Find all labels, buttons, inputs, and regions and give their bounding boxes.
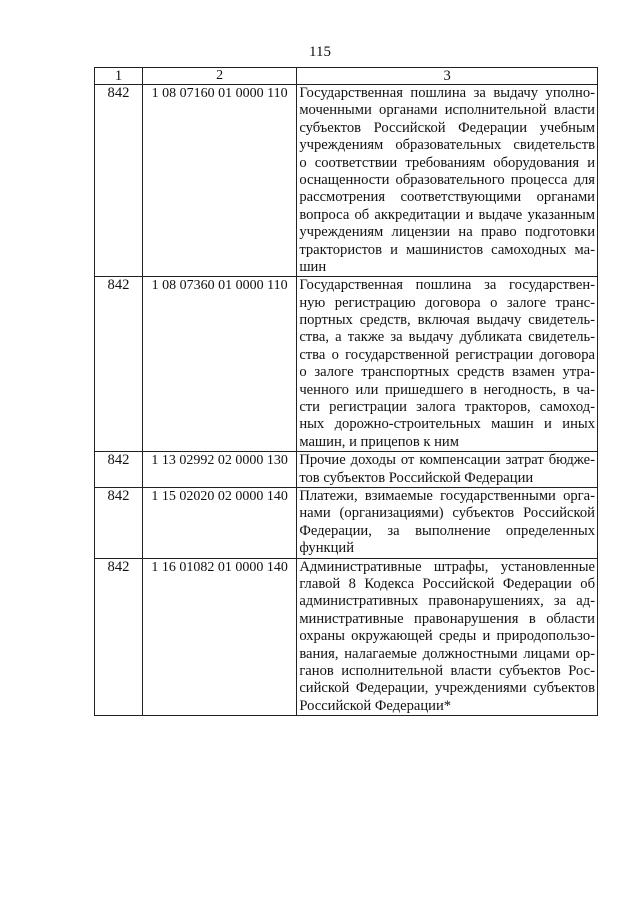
description-line: субъектов Российской Федерации учебным (299, 119, 595, 136)
description-line: портных средств, включая выдачу свидетель- (299, 312, 595, 329)
column-header-1: 1 (95, 68, 143, 85)
description-cell (297, 558, 598, 716)
admin-code-cell: 842 (95, 277, 143, 452)
description-line: учреждениям образовательных свидетельств (299, 137, 595, 154)
admin-code-cell: 842 (95, 558, 143, 716)
description-line: машин, и прицепов к ним (299, 433, 459, 450)
description-line: ных дорожно-строительных машин и иных (299, 416, 595, 433)
description-line: Платежи, взимаемые государственными орга- (299, 487, 595, 504)
description-line: функций (299, 540, 355, 557)
revenue-code-cell: 1 13 02992 02 0000 130 (142, 452, 296, 488)
description-line: трактористов и машинистов самоходных ма- (299, 241, 595, 258)
revenue-code-cell: 1 16 01082 01 0000 140 (142, 558, 296, 716)
table-row (95, 558, 598, 716)
description-line: сти регистрации залога тракторов, самоход- (299, 399, 595, 416)
table-row (95, 85, 598, 277)
description-line: Российской Федерации* (299, 697, 452, 714)
table-header-row (95, 68, 598, 85)
description-line: ства о государственной регистрации договора (299, 346, 595, 363)
admin-code-cell: 842 (95, 452, 143, 488)
description-line: о соответствии требованиям оборудования и (299, 154, 595, 171)
description-cell (297, 277, 598, 452)
description-line: оснащенности образовательного процесса для (299, 171, 595, 188)
description-line: охраны окружающей среды и природопользо- (299, 628, 595, 645)
revenue-code-cell: 1 08 07360 01 0000 110 (142, 277, 296, 452)
description-line: учреждениям лицензии на право подготовки (299, 224, 595, 241)
description-line: министративные правонарушения в области (299, 610, 595, 627)
description-cell (297, 452, 598, 488)
description-line: ганов исполнительной власти субъектов Рос- (299, 662, 595, 679)
table-row (95, 487, 598, 558)
table-row (95, 452, 598, 488)
description-line: нами (организациями) субъектов Российской (299, 505, 595, 522)
description-line: административных правонарушениях, за ад- (299, 593, 595, 610)
description-line: о залоге транспортных средств взамен утра- (299, 364, 595, 381)
revenue-code-cell: 1 15 02020 02 0000 140 (142, 487, 296, 558)
description-line: ченного или пришедшего в негодность, в ча- (299, 381, 595, 398)
description-line: ства, а также за выдачу дубликата свидетель- (299, 329, 595, 346)
description-cell (297, 487, 598, 558)
column-header-2: 2 (142, 68, 296, 85)
description-cell (297, 85, 598, 277)
description-line: вопроса об аккредитации и выдаче указанным (299, 206, 595, 223)
description-line: шин (299, 258, 327, 275)
description-line: Федерации, за выполнение определенных (299, 522, 595, 539)
description-line: сийской Федерации, учреждениями субъектов (299, 680, 595, 697)
description-line: тов субъектов Российской Федерации (299, 469, 534, 486)
description-line: моченными органами исполнительной власти (299, 102, 595, 119)
table-row (95, 277, 598, 452)
description-line: Административные штрафы, установленные (299, 558, 595, 575)
description-line: Государственная пошлина за выдачу уполно- (299, 85, 595, 101)
description-line: ную регистрацию договора о залоге транс- (299, 294, 595, 311)
column-header-3: 3 (297, 68, 598, 85)
revenue-code-cell: 1 08 07160 01 0000 110 (142, 85, 296, 277)
description-line: главой 8 Кодекса Российской Федерации об (299, 575, 595, 592)
revenue-codes-table (94, 67, 598, 716)
description-line: рассмотрения соответствующими органами (299, 189, 595, 206)
page-number: 115 (309, 44, 331, 60)
description-line: вания, налагаемые должностными лицами ор- (299, 645, 595, 662)
admin-code-cell: 842 (95, 487, 143, 558)
admin-code-cell: 842 (95, 85, 143, 277)
description-line: Прочие доходы от компенсации затрат бюдже- (299, 452, 595, 469)
description-line: Государственная пошлина за государствен- (299, 277, 595, 294)
